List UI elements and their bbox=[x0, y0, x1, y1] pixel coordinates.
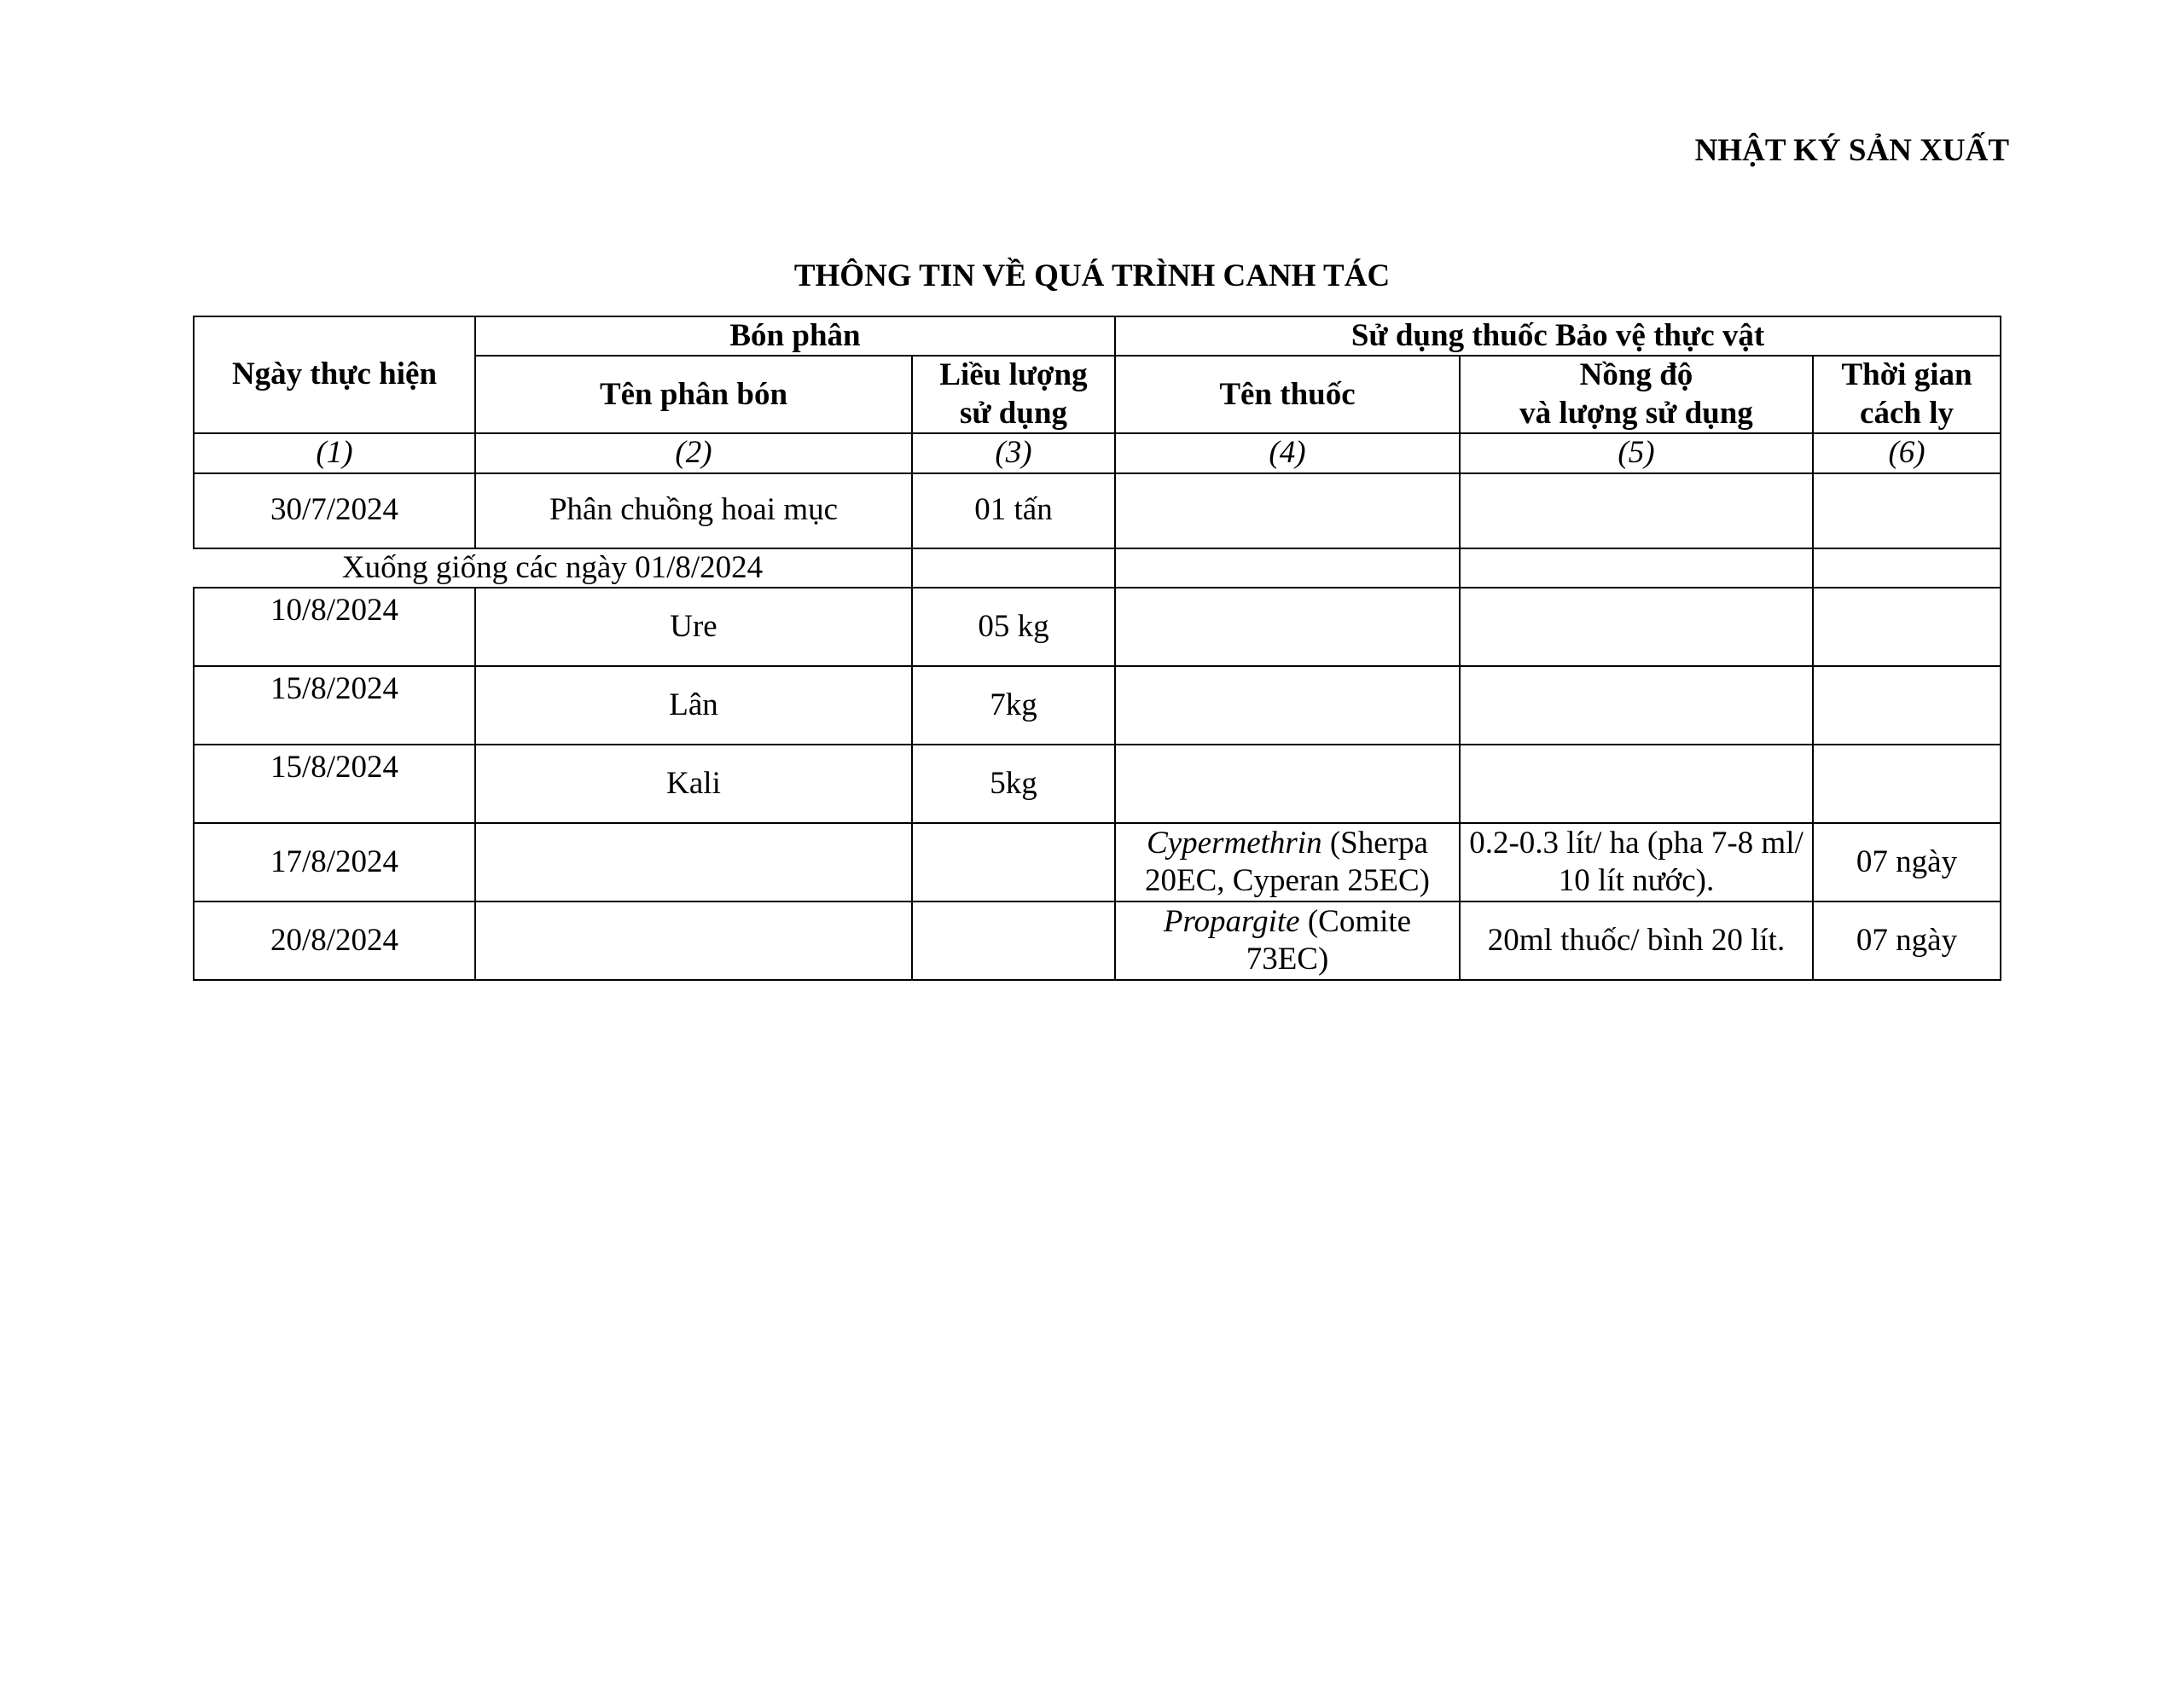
sowing-note-cell: Xuống giống các ngày 01/8/2024 bbox=[194, 548, 912, 588]
isolation-cell: 07 ngày bbox=[1813, 901, 2001, 980]
table-row bbox=[194, 666, 2001, 745]
dose-cell bbox=[912, 901, 1115, 980]
table-row-note bbox=[194, 548, 2001, 588]
date-cell: 30/7/2024 bbox=[194, 473, 475, 548]
concentration-cell: 0.2-0.3 lít/ ha (pha 7-8 ml/ 10 lít nước). bbox=[1460, 823, 1813, 901]
pesticide-cell bbox=[1115, 473, 1460, 548]
column-number: (4) bbox=[1115, 433, 1460, 472]
column-number: (5) bbox=[1460, 433, 1813, 472]
header-pesticide-group: Sử dụng thuốc Bảo vệ thực vật bbox=[1115, 316, 2001, 356]
header-date: Ngày thực hiện bbox=[194, 316, 475, 433]
date-cell: 17/8/2024 bbox=[194, 823, 475, 901]
table-row bbox=[194, 473, 2001, 548]
isolation-cell bbox=[1813, 588, 2001, 666]
fertilizer-cell: Lân bbox=[475, 666, 912, 745]
cultivation-log-table bbox=[193, 316, 2001, 981]
header-isolation bbox=[1813, 356, 2001, 433]
isolation-cell bbox=[1813, 548, 2001, 588]
isolation-cell: 07 ngày bbox=[1813, 823, 2001, 901]
header-dose-line1: Liều lượng bbox=[939, 357, 1088, 393]
header-isolation-line2: cách ly bbox=[1860, 395, 1954, 431]
header-concentration bbox=[1460, 356, 1813, 433]
pesticide-cell bbox=[1115, 666, 1460, 745]
concentration-cell bbox=[1460, 666, 1813, 745]
isolation-cell bbox=[1813, 666, 2001, 745]
pesticide-product-names: (Comite 73EC) bbox=[1246, 903, 1412, 977]
column-number: (6) bbox=[1813, 433, 2001, 472]
pesticide-cell bbox=[1115, 901, 1460, 980]
date-cell: 20/8/2024 bbox=[194, 901, 475, 980]
concentration-cell: 20ml thuốc/ bình 20 lít. bbox=[1460, 901, 1813, 980]
pesticide-active-ingredient: Cypermethrin bbox=[1147, 825, 1322, 861]
dose-cell: 05 kg bbox=[912, 588, 1115, 666]
date-cell: 10/8/2024 bbox=[194, 588, 475, 666]
header-pesticide-name: Tên thuốc bbox=[1115, 356, 1460, 433]
header-concentration-line1: Nồng độ bbox=[1579, 357, 1693, 393]
pesticide-cell bbox=[1115, 745, 1460, 823]
column-number-row bbox=[194, 433, 2001, 472]
concentration-cell bbox=[1460, 473, 1813, 548]
isolation-cell bbox=[1813, 745, 2001, 823]
table-row bbox=[194, 588, 2001, 666]
pesticide-cell bbox=[1115, 548, 1460, 588]
table-row bbox=[194, 823, 2001, 901]
dose-cell bbox=[912, 548, 1115, 588]
fertilizer-cell bbox=[475, 901, 912, 980]
column-number: (3) bbox=[912, 433, 1115, 472]
concentration-cell bbox=[1460, 745, 1813, 823]
table-row bbox=[194, 901, 2001, 980]
dose-cell: 5kg bbox=[912, 745, 1115, 823]
concentration-cell bbox=[1460, 548, 1813, 588]
header-dose-line2: sử dụng bbox=[959, 395, 1068, 431]
header-dose bbox=[912, 356, 1115, 433]
fertilizer-cell: Kali bbox=[475, 745, 912, 823]
dose-cell bbox=[912, 823, 1115, 901]
fertilizer-cell: Ure bbox=[475, 588, 912, 666]
header-concentration-line2: và lượng sử dụng bbox=[1519, 395, 1753, 431]
pesticide-cell bbox=[1115, 588, 1460, 666]
section-title: THÔNG TIN VỀ QUÁ TRÌNH CANH TÁC bbox=[793, 258, 1391, 293]
fertilizer-cell bbox=[475, 823, 912, 901]
pesticide-cell bbox=[1115, 823, 1460, 901]
date-cell: 15/8/2024 bbox=[194, 666, 475, 745]
header-fertilizer-group: Bón phân bbox=[475, 316, 1115, 356]
column-number: (2) bbox=[475, 433, 912, 472]
fertilizer-cell: Phân chuồng hoai mục bbox=[475, 473, 912, 548]
document-header: NHẬT KÝ SẢN XUẤT bbox=[1694, 133, 2009, 168]
header-row-groups bbox=[194, 316, 2001, 356]
table-row bbox=[194, 745, 2001, 823]
column-number: (1) bbox=[194, 433, 475, 472]
pesticide-product-names: (Sherpa 20EC, Cyperan 25EC) bbox=[1145, 825, 1430, 898]
concentration-cell bbox=[1460, 588, 1813, 666]
dose-cell: 7kg bbox=[912, 666, 1115, 745]
isolation-cell bbox=[1813, 473, 2001, 548]
dose-cell: 01 tấn bbox=[912, 473, 1115, 548]
header-fertilizer-name: Tên phân bón bbox=[475, 356, 912, 433]
header-isolation-line1: Thời gian bbox=[1841, 357, 1972, 393]
date-cell: 15/8/2024 bbox=[194, 745, 475, 823]
pesticide-active-ingredient: Propargite bbox=[1163, 903, 1300, 939]
